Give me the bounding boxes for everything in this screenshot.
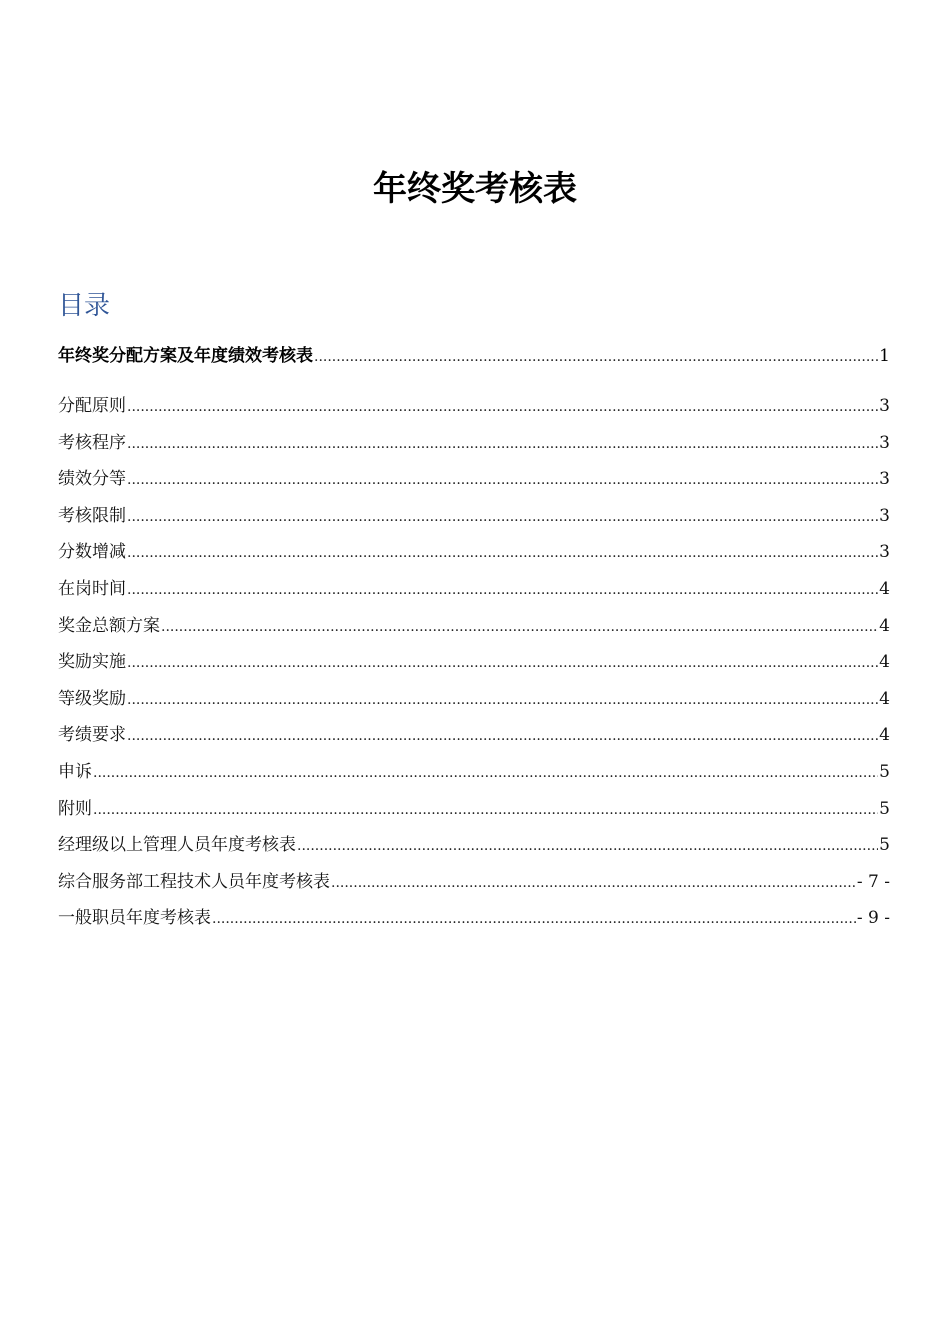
toc-dot-leader	[212, 907, 856, 931]
toc-page-number: 5	[879, 761, 890, 782]
toc-entry-label: 考绩要求	[58, 725, 126, 746]
toc-dot-leader	[93, 798, 878, 822]
toc-entry-label: 分配原则	[58, 396, 126, 416]
toc-entry-label: 考核限制	[58, 505, 126, 526]
toc-page-number: 3	[879, 469, 890, 490]
toc-dot-leader	[314, 345, 878, 369]
toc-page-number: 3	[879, 542, 890, 563]
toc-page-number: - 7 -	[856, 871, 890, 892]
toc-entry-label: 经理级以上管理人员年度考核表	[58, 835, 296, 856]
page-title: 年终奖考核表	[373, 169, 577, 209]
toc-dot-leader	[127, 468, 878, 492]
toc-entry-label: 在岗时间	[58, 578, 126, 599]
toc-dot-leader	[297, 834, 878, 858]
toc-page-number: 5	[879, 835, 890, 856]
toc-entry-reward-implementation[interactable]	[58, 650, 890, 687]
toc-page-number: 4	[879, 578, 890, 599]
toc-page-number: 5	[879, 798, 890, 819]
toc-entry-label: 等级奖励	[58, 688, 126, 709]
toc-entry-manager-assessment-form[interactable]	[58, 833, 890, 870]
toc-entry-label: 奖励实施	[58, 652, 126, 673]
toc-dot-leader	[127, 688, 878, 712]
toc-entry-performance-grading[interactable]	[58, 467, 890, 504]
toc-entry-bonus-total-plan[interactable]	[58, 614, 890, 651]
toc-dot-leader	[127, 395, 878, 419]
toc-entry-engineering-staff-assessment-form[interactable]	[58, 870, 890, 907]
toc-entry-appeals[interactable]	[58, 760, 890, 797]
toc-page-number: - 9 -	[856, 908, 890, 929]
toc-dot-leader	[127, 505, 878, 529]
toc-entry-label: 一般职员年度考核表	[58, 908, 211, 929]
toc-entry-general-staff-assessment-form[interactable]	[58, 906, 890, 943]
table-of-contents	[58, 344, 890, 943]
toc-entry-label: 年终奖分配方案及年度绩效考核表	[58, 346, 313, 366]
toc-entry-score-adjustment[interactable]	[58, 540, 890, 577]
toc-page-number: 4	[879, 688, 890, 709]
toc-dot-leader	[93, 761, 878, 785]
toc-entry-label: 奖金总额方案	[58, 615, 160, 636]
toc-entry-distribution-principles[interactable]	[58, 394, 890, 431]
toc-dot-leader	[127, 651, 878, 675]
toc-entry-label: 综合服务部工程技术人员年度考核表	[58, 871, 330, 892]
toc-page-number: 3	[879, 505, 890, 526]
toc-page-number: 3	[879, 432, 890, 453]
toc-entry-assessment-limits[interactable]	[58, 504, 890, 541]
toc-dot-leader	[331, 871, 856, 895]
toc-entry-grade-rewards[interactable]	[58, 687, 890, 724]
toc-dot-leader	[127, 724, 878, 748]
toc-entry-supplementary-provisions[interactable]	[58, 797, 890, 834]
toc-entry-label: 附则	[58, 798, 92, 819]
toc-entry-distribution-plan[interactable]	[58, 344, 890, 394]
toc-entry-time-in-post[interactable]	[58, 577, 890, 614]
toc-page-number: 4	[879, 725, 890, 746]
toc-dot-leader	[127, 541, 878, 565]
toc-dot-leader	[127, 432, 878, 456]
toc-page-number: 4	[879, 652, 890, 673]
toc-entry-label: 考核程序	[58, 432, 126, 453]
toc-page-number: 3	[879, 396, 890, 416]
toc-page-number: 4	[879, 615, 890, 636]
toc-entry-assessment-procedure[interactable]	[58, 431, 890, 468]
toc-dot-leader	[161, 615, 878, 639]
toc-entry-label: 申诉	[58, 761, 92, 782]
toc-entry-label: 绩效分等	[58, 469, 126, 490]
toc-entry-performance-requirements[interactable]	[58, 723, 890, 760]
toc-entry-label: 分数增减	[58, 542, 126, 563]
toc-heading: 目录	[58, 291, 111, 321]
toc-dot-leader	[127, 578, 878, 602]
toc-page-number: 1	[879, 346, 890, 366]
